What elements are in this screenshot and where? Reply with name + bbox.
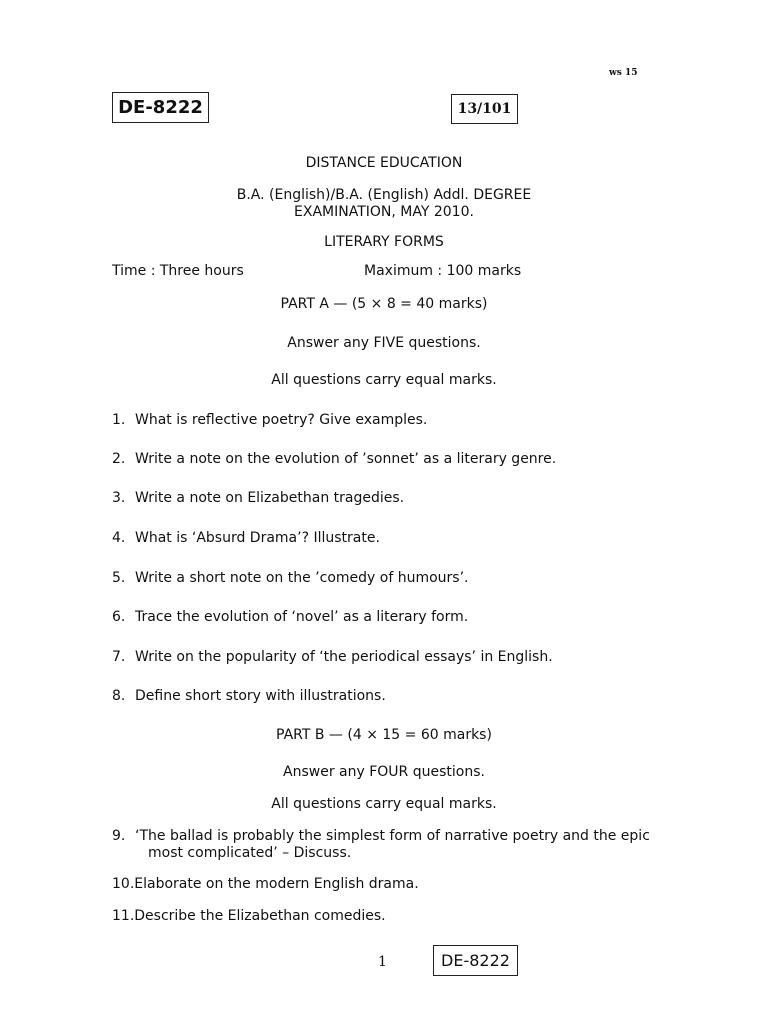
question-text: Trace the evolution of ‘novel’ as a literary form. [135, 609, 469, 625]
question-2 [112, 451, 672, 468]
question-text-continued: most complicated’ – Discuss. [148, 845, 352, 861]
question-text: Write a short note on the ’comedy of humours’. [135, 570, 469, 586]
page-number: 1 [378, 954, 387, 970]
question-7 [112, 649, 672, 666]
corner-code: ws 15 [609, 68, 638, 78]
question-number: 8. [112, 688, 126, 704]
part-b-instruction-1: Answer any FOUR questions. [283, 764, 485, 780]
part-a-instruction-1: Answer any FIVE questions. [287, 335, 481, 351]
question-text: Write a note on the evolution of ’sonnet’ as a literary genre. [135, 451, 557, 467]
question-8 [112, 688, 672, 705]
exam-code: DE-8222 [118, 97, 203, 118]
question-number: 7. [112, 649, 126, 665]
question-number: 9. [112, 828, 126, 844]
question-number: 4. [112, 530, 126, 546]
question-text: ‘The ballad is probably the simplest form of narrative poetry and the epic [135, 828, 650, 844]
degree-line-1: B.A. (English)/B.A. (English) Addl. DEGREE [236, 187, 532, 203]
part-b-instruction-2: All questions carry equal marks. [271, 796, 497, 812]
footer-code-box [433, 945, 518, 976]
part-b-heading: PART B — (4 × 15 = 60 marks) [276, 727, 492, 743]
part-a-instruction-2: All questions carry equal marks. [271, 372, 497, 388]
paper-number: 13/101 [457, 101, 512, 117]
exam-code-box [112, 92, 209, 123]
footer-exam-code: DE-8222 [441, 951, 510, 970]
question-number: 11. [112, 908, 135, 924]
question-6 [112, 609, 672, 626]
question-4 [112, 530, 672, 547]
question-1 [112, 412, 672, 429]
question-5 [112, 570, 672, 587]
question-text: Elaborate on the modern English drama. [134, 876, 419, 892]
question-text: Write on the popularity of ‘the periodical essays’ in English. [135, 649, 553, 665]
question-number: 3. [112, 490, 126, 506]
subject-title: LITERARY FORMS [324, 234, 444, 250]
max-marks-label: Maximum : 100 marks [364, 263, 522, 279]
question-number: 2. [112, 451, 126, 467]
part-a-heading: PART A — (5 × 8 = 40 marks) [280, 296, 488, 312]
question-3 [112, 490, 672, 507]
question-text: What is reflective poetry? Give examples. [135, 412, 428, 428]
question-number: 1. [112, 412, 126, 428]
question-9 [112, 828, 682, 862]
question-number: 6. [112, 609, 126, 625]
degree-line-2: EXAMINATION, MAY 2010. [294, 204, 474, 220]
question-text: Write a note on Elizabethan tragedies. [135, 490, 405, 506]
institution-title: DISTANCE EDUCATION [305, 155, 463, 171]
time-label: Time : Three hours [112, 263, 244, 279]
question-number: 5. [112, 570, 126, 586]
question-text: What is ‘Absurd Drama’? Illustrate. [135, 530, 380, 546]
question-text: Describe the Elizabethan comedies. [134, 908, 386, 924]
question-text: Define short story with illustrations. [135, 688, 386, 704]
question-11 [112, 908, 672, 925]
question-10 [112, 876, 672, 893]
paper-number-box [451, 94, 518, 124]
question-number: 10. [112, 876, 135, 892]
